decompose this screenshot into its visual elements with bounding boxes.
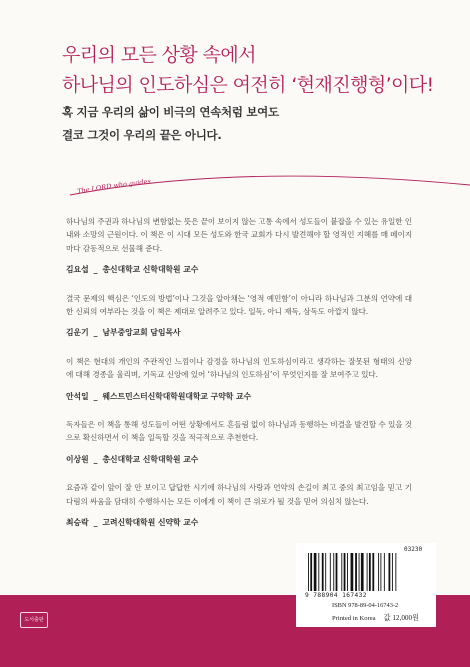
barcode-bar: [310, 553, 312, 591]
decorative-arc: [0, 165, 470, 205]
review-text: 결국 문제의 핵심은 ‘인도의 방법’이나 그것을 알아채는 ‘영적 예민함’이 아니라 하나님과 그분의 언약에 대한 신뢰의 여부라는 것을 이 책은 제대로 알려주고 있다. 일독, 아니 재독, 삼독도 아깝지 않다.: [66, 293, 412, 317]
review-author: [66, 326, 412, 339]
review-text: 이 책은 현대의 개인의 주관적인 느낌이나 감정을 하나님의 인도하심이라고 생각하는 잘못된 형태의 신앙에 대해 경종을 울리며, 기독교 신앙에 있어 ‘하나님의 인도하심’이 무엇인지를 잘 보여주고 있다.: [66, 356, 412, 380]
author-affiliation: 총신대학교 신학대학원 교수: [102, 265, 199, 275]
author-name: 이상원: [66, 454, 89, 464]
barcode-bar: [359, 553, 360, 591]
barcode-bar: [336, 553, 338, 591]
barcode-bar: [380, 553, 381, 591]
price-line: [332, 613, 419, 623]
author-name: 김요섭: [66, 265, 89, 275]
barcode-bar: [395, 553, 396, 591]
author-separator: _: [93, 328, 98, 338]
review-block: [66, 418, 412, 466]
review-author: [66, 453, 412, 466]
barcode-bar: [325, 553, 326, 591]
price: 값 12,000원: [383, 614, 420, 622]
barcode-bar: [369, 553, 371, 591]
barcode-bar: [367, 553, 368, 591]
review-author: [66, 390, 412, 403]
author-separator: _: [93, 265, 98, 275]
barcode-bar: [351, 553, 354, 591]
review-text: 하나님의 주권과 하나님의 변함없는 뜻은 끝이 보이지 않는 고통 속에서 성도들이 붙잡을 수 있는 유일한 인내와 소망의 근원이다. 이 책은 이 시대 모든 성도와 한국 교회가 다시 발견해야 할 영적인 지혜를 매 페이지마다 감동적으로 선물해 준다.: [66, 217, 412, 253]
author-separator: _: [93, 518, 98, 528]
isbn-number: ISBN 978-89-04-16743-2: [332, 602, 399, 609]
review-author: [66, 263, 412, 276]
barcode-bar: [384, 553, 385, 591]
review-block: [66, 355, 412, 403]
review-block: [66, 292, 412, 340]
author-name: 최승락: [66, 518, 89, 528]
barcode-bar: [392, 553, 393, 591]
barcode-bar: [318, 553, 319, 591]
barcode-bar: [344, 553, 346, 591]
lead-line-2: 결코 그것이 우리의 끝은 아니다.: [62, 128, 222, 142]
barcode-bar: [372, 553, 374, 591]
author-name: 김운기: [66, 328, 89, 338]
barcode-bar: [347, 553, 348, 591]
review-block: [66, 481, 412, 529]
barcode-bar: [322, 553, 324, 591]
barcode-bar: [333, 553, 334, 591]
cover-headline: [62, 40, 462, 100]
barcode-bar: [355, 553, 357, 591]
author-separator: _: [93, 391, 98, 401]
barcode-bar: [361, 553, 364, 591]
barcode-bar: [308, 553, 309, 591]
lead-text: [62, 101, 462, 147]
lead-line-1: 혹 지금 우리의 삶이 비극의 연속처럼 보여도: [62, 105, 279, 119]
barcode-bar: [389, 553, 391, 591]
author-affiliation: 웨스트민스터신학대학원대학교 구약학 교수: [102, 391, 252, 401]
author-affiliation: 고려신학대학원 신약학 교수: [102, 518, 199, 528]
printed-in: Printed in Korea: [332, 615, 376, 622]
barcode-addon: 03230: [404, 546, 423, 553]
author-separator: _: [93, 454, 98, 464]
barcode-bar: [330, 553, 331, 591]
author-affiliation: 남부중앙교회 담임목사: [102, 328, 181, 338]
author-name: 안석일: [66, 391, 89, 401]
reviews-section: [66, 215, 412, 545]
barcode-icon: [306, 553, 428, 591]
review-block: [66, 215, 412, 277]
barcode-digits: 9 788904 167432: [305, 592, 367, 599]
barcode-bar: [378, 553, 379, 591]
publisher-logo: 도서출판: [20, 612, 48, 628]
review-author: [66, 516, 412, 529]
barcode-bar: [314, 553, 317, 591]
barcode-bar: [341, 553, 342, 591]
headline-line-1: 우리의 모든 상황 속에서: [62, 44, 256, 66]
author-affiliation: 총신대학교 신학대학원 교수: [102, 454, 199, 464]
arc-label: The LORD who guides: [76, 177, 152, 196]
review-text: 요즘과 같이 앞이 잘 안 보이고 답답한 시기에 하나님의 사랑과 언약의 손길이 최고 중의 최고임을 믿고 기다림의 싸움을 담대히 수행하시는 모든 이에게 이 책이 큰 위로가 될 것을 믿어 의심치 않는다.: [66, 483, 412, 506]
headline-line-2: 하나님의 인도하심은 여전히 ‘현재진행형’이다!: [62, 74, 434, 96]
review-text: 독자들은 이 책을 통해 성도들이 어떤 상황에서도 흔들림 없이 하나님과 동행하는 비결을 발견할 수 있을 것으로 확신하면서 이 책을 일독할 것을 적극적으로 추천한다.: [66, 420, 412, 443]
